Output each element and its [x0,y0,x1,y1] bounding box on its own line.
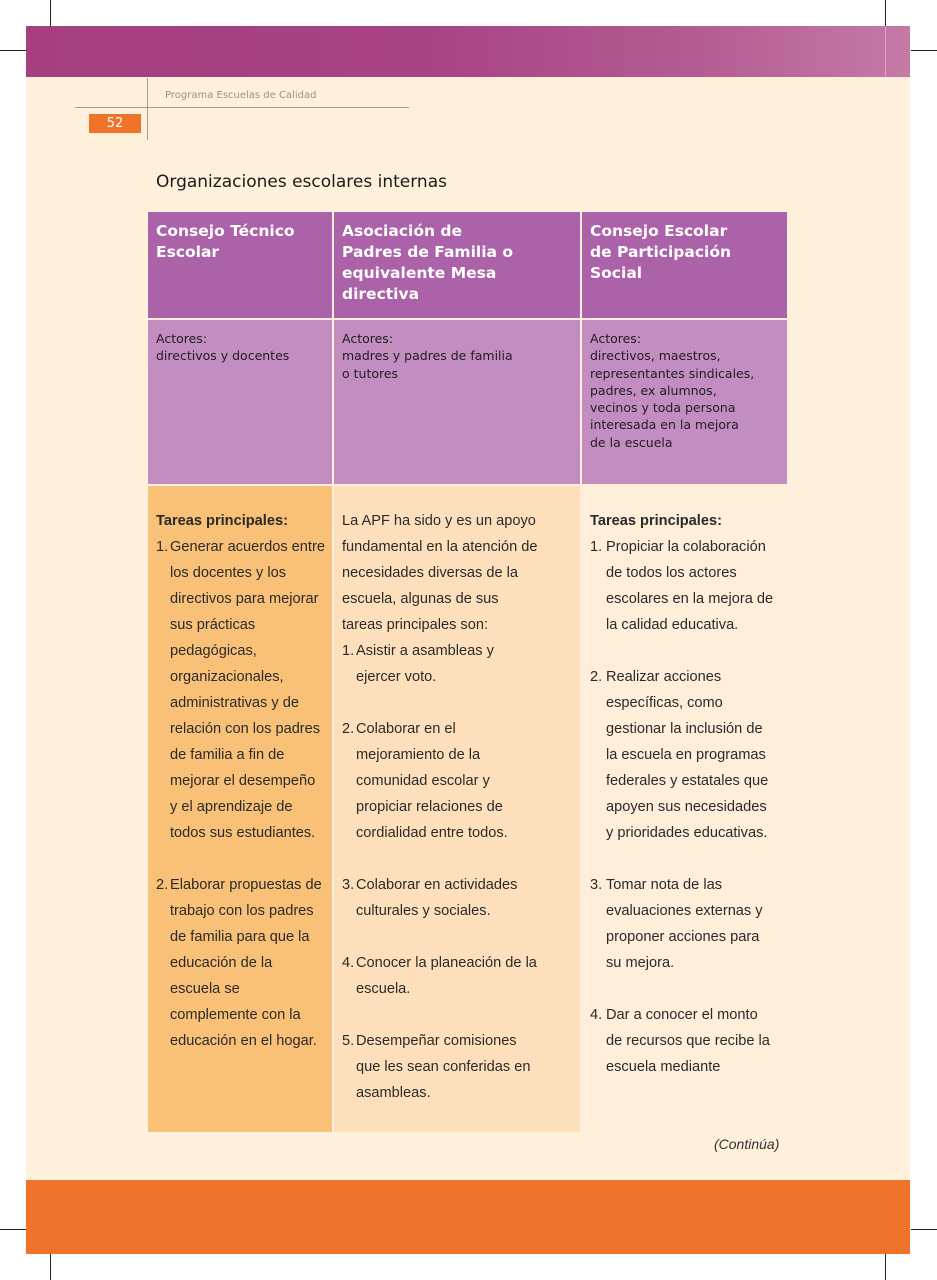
actors-label: Actores: [590,331,642,346]
column-header-consejo-tecnico [148,212,332,318]
list-item: 3. Colaborar en actividades culturales y sociales. [342,877,518,919]
column-title: Asociación de Padres de Familia o equivalente Mesa directiva [342,222,514,303]
column-title: Consejo Escolar de Participación Social [590,222,732,282]
crop-mark [911,1229,937,1230]
task-text: Conocer la planeación de la escuela. [356,955,537,997]
task-text: Elaborar propuestas de trabajo con los padres de familia para que la educación de la escuela se complemente con la educación en el hogar. [170,877,322,1049]
actors-label: Actores: [156,331,208,346]
task-text: Propiciar la colaboración de todos los actores escolares en la mejora de la calidad educativa. [606,539,774,633]
task-text: Colaborar en el mejoramiento de la comunidad escolar y propiciar relaciones de cordialidad entre todos. [356,721,508,841]
list-item: 1. Generar acuerdos entre los docentes y los directivos para mejorar sus prácticas pedagógicas, organizacionales, administrativas y de relación con los padres de familia a fin de mejorar el desempeño y el aprendizaje de todos sus estudiantes. [156,539,325,841]
tasks-cell [148,486,332,1132]
section-title: Organizaciones escolares internas [156,172,447,192]
band-notch [885,26,886,77]
task-text: Generar acuerdos entre los docentes y los directivos para mejorar sus prácticas pedagógicas, organizacionales, administrativas y de relación con los padres de familia a fin de mejorar el desempeño y el aprendizaje de todos sus estudiantes. [170,539,325,841]
actors-text: directivos y docentes [156,348,290,364]
running-header: Programa Escuelas de Calidad [165,90,317,101]
list-item: 3. Tomar nota de las evaluaciones externas y proponer acciones para su mejora. [590,877,763,971]
top-color-band [26,26,910,77]
list-item: 4. Conocer la planeación de la escuela. [342,955,537,997]
list-item: 2. Realizar acciones específicas, como gestionar la inclusión de la escuela en programas federales y estatales que apoyen sus necesidades y prioridades educativas. [590,669,769,841]
bottom-color-band [26,1180,910,1254]
crop-mark [50,1254,51,1280]
crop-mark [911,50,937,51]
crop-mark [885,1254,886,1280]
list-item: 1. Asistir a asambleas y ejercer voto. [342,643,494,685]
crop-mark [0,1229,26,1230]
crop-mark [50,0,51,26]
actors-text: madres y padres de familia o tutores [342,348,513,381]
task-text: Realizar acciones específicas, como gestionar la inclusión de la escuela en programas federales y estatales que apoyen sus necesidades y prioridades educativas. [606,669,769,841]
list-item: 2. Elaborar propuestas de trabajo con los padres de familia para que la educación de la escuela se complemente con la educación en el hogar. [156,877,322,1049]
header-divider [75,107,409,108]
actors-cell [334,320,580,484]
crop-mark [0,50,26,51]
task-text: Colaborar en actividades culturales y sociales. [356,877,518,919]
list-item: 5. Desempeñar comisiones que les sean conferidas en asambleas. [342,1033,531,1101]
column-header-consejo-escolar [582,212,787,318]
task-text: Tomar nota de las evaluaciones externas y proponer acciones para su mejora. [606,877,763,971]
task-list [156,534,326,1054]
tasks-label: Tareas principales: [590,513,722,529]
page-number: 52 [89,114,141,133]
actors-label: Actores: [342,331,394,346]
crop-mark [885,0,886,26]
organizations-table [148,212,787,1132]
document-page [26,26,910,1254]
task-text: Desempeñar comisiones que les sean conferidas en asambleas. [356,1033,531,1101]
tasks-cell [334,486,580,1132]
continuation-note: (Continúa) [714,1136,780,1152]
header-divider-vertical [147,78,148,140]
list-item: 4. Dar a conocer el monto de recursos que recibe la escuela mediante [590,1007,770,1075]
tasks-cell [582,486,787,1132]
tasks-intro: La APF ha sido y es un apoyo fundamental en la atención de necesidades diversas de la escuela, algunas de sus tareas principales son: [342,513,538,633]
column-header-asociacion-padres [334,212,580,318]
task-text: Dar a conocer el monto de recursos que recibe la escuela mediante [606,1007,770,1075]
column-title: Consejo Técnico Escolar [156,222,295,261]
task-list [342,638,542,1106]
list-item: 1. Propiciar la colaboración de todos los actores escolares en la mejora de la calidad educativa. [590,539,774,633]
actors-text: directivos, maestros, representantes sindicales, padres, ex alumnos, vecinos y toda persona interesada en la mejora de la escuela [590,348,755,450]
task-list [590,534,775,1080]
task-text: Asistir a asambleas y ejercer voto. [356,643,494,685]
actors-cell [148,320,332,484]
actors-cell [582,320,787,484]
tasks-label: Tareas principales: [156,513,288,529]
list-item: 2. Colaborar en el mejoramiento de la comunidad escolar y propiciar relaciones de cordialidad entre todos. [342,721,508,841]
